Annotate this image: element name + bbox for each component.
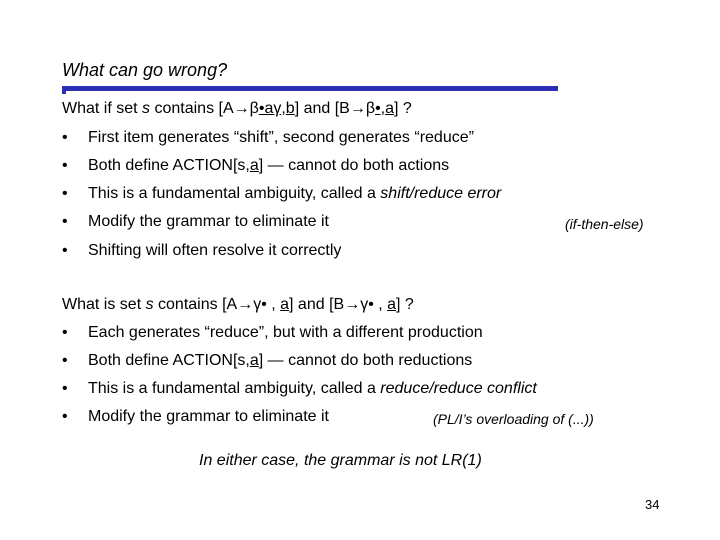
section2-bullet-4: Modify the grammar to eliminate it xyxy=(88,408,329,425)
bullet-marker: • xyxy=(62,352,68,369)
bullet-marker: • xyxy=(62,213,68,230)
section1-heading: What if set s contains [A→β•aγ,b] and [B→β•,a] ? xyxy=(62,100,412,117)
section2-bullet-4-note: (PL/I’s overloading of (...)) xyxy=(433,411,594,427)
section2-bullet-1: Each generates “reduce”, but with a different production xyxy=(88,324,483,341)
section1-bullet-4-note: (if-then-else) xyxy=(565,216,644,232)
bullet-marker: • xyxy=(62,129,68,146)
title-underline-tab xyxy=(62,91,66,94)
section1-bullet-2: Both define ACTION[s,a] — cannot do both actions xyxy=(88,157,450,174)
section2-heading: What is set s contains [A→γ• , a] and [B→γ• , a] ? xyxy=(62,296,414,313)
slide-title: What can go wrong? xyxy=(62,60,228,80)
bullet-marker: • xyxy=(62,380,68,397)
bullet-marker: • xyxy=(62,408,68,425)
bullet-marker: • xyxy=(62,324,68,341)
bullet-marker: • xyxy=(62,185,68,202)
section1-bullet-1: First item generates “shift”, second generates “reduce” xyxy=(88,129,474,146)
title-underline xyxy=(62,86,558,91)
section1-bullet-4: Modify the grammar to eliminate it xyxy=(88,213,329,230)
page-number: 34 xyxy=(645,497,660,512)
bullet-marker: • xyxy=(62,157,68,174)
bullet-marker: • xyxy=(62,242,68,259)
section2-bullet-3: This is a fundamental ambiguity, called a reduce/reduce conflict xyxy=(88,380,537,397)
section1-bullet-5: Shifting will often resolve it correctly xyxy=(88,242,342,259)
section2-bullet-2: Both define ACTION[s,a] — cannot do both reductions xyxy=(88,352,473,369)
section1-bullet-3: This is a fundamental ambiguity, called a shift/reduce error xyxy=(88,185,502,202)
conclusion-text: In either case, the grammar is not LR(1) xyxy=(199,452,482,469)
